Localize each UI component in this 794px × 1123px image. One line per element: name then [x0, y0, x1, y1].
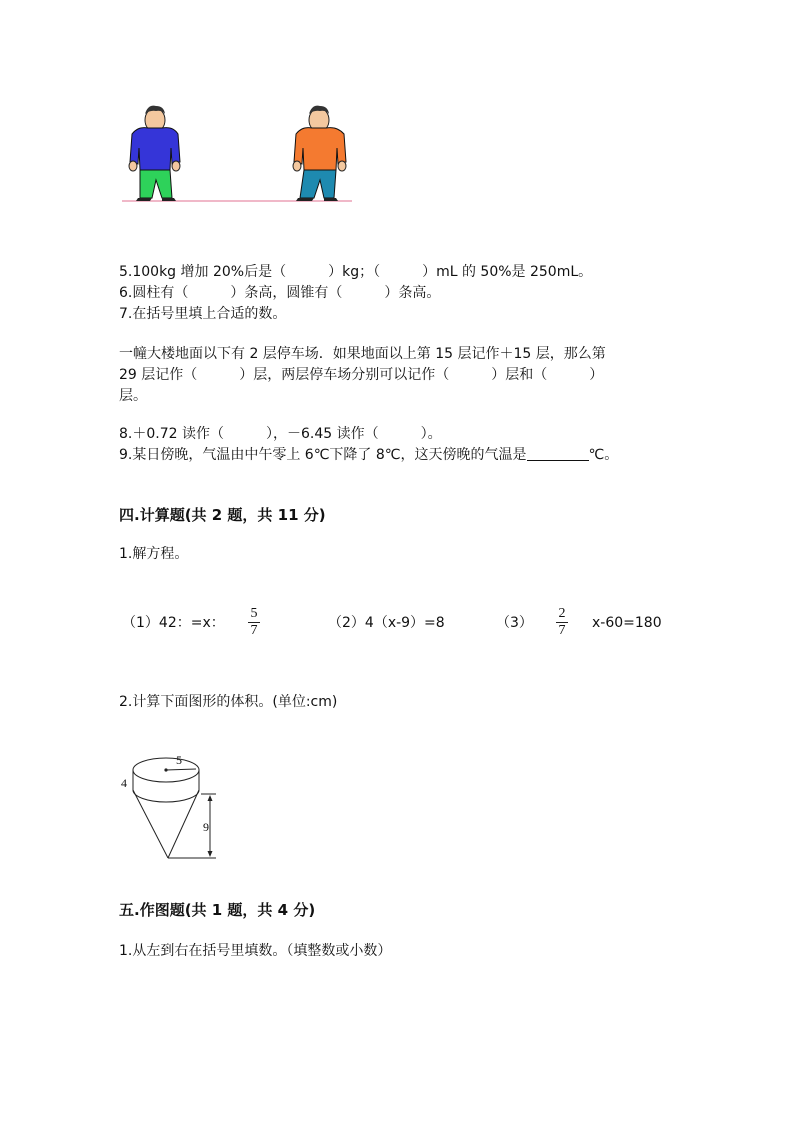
question-7: 7.在括号里填上合适的数。	[119, 306, 287, 322]
ground-line	[122, 200, 352, 202]
question-7-paragraph-line-2: 29 层记作（ ）层，两层停车场分别可以记作（ ）层和（ ）	[119, 367, 604, 383]
cylinder-height-label: 4	[121, 776, 127, 790]
fraction-5-7	[247, 606, 261, 639]
equation-2: （2）4（x-9）=8	[328, 615, 445, 631]
radius-line	[166, 769, 196, 770]
radius-label: 5	[176, 753, 182, 767]
fraction-2-7	[555, 606, 569, 639]
cylinder-cone-figure	[118, 742, 228, 866]
cylinder-bottom-arc	[133, 790, 199, 802]
equation-1: （1）42：=x：	[122, 615, 225, 631]
dimension-arrow-down	[208, 851, 213, 857]
question-9-text: 9.某日傍晚，气温由中午零上 6℃下降了 8℃，这天傍晚的气温是	[119, 447, 527, 463]
person-orange-teal	[293, 106, 346, 201]
fraction-denominator: 7	[558, 623, 566, 638]
dimension-arrow-up	[208, 795, 213, 801]
question-8: 8.＋0.72 读作（ ），－6.45 读作（ ）。	[119, 426, 442, 442]
question-7-paragraph-line-3: 层。	[119, 388, 147, 404]
cone-height-label: 9	[203, 820, 209, 834]
fraction-numerator: 5	[250, 606, 258, 621]
question-5: 5.100kg 增加 20%后是（ ）kg；（ ）mL 的 50%是 250mL。	[119, 264, 593, 280]
question-7-paragraph-line-1: 一幢大楼地面以下有 2 层停车场．如果地面以上第 15 层记作＋15 层，那么第	[119, 346, 606, 362]
question-6: 6.圆柱有（ ）条高，圆锥有（ ）条高。	[119, 285, 441, 301]
section-5-heading: 五.作图题(共 1 题，共 4 分)	[119, 901, 316, 919]
question-9-unit: ℃。	[588, 447, 619, 463]
equation-3-rest: x-60=180	[592, 615, 662, 631]
answer-blank	[527, 446, 589, 461]
fraction-denominator: 7	[250, 623, 258, 638]
person-blue-green	[129, 106, 180, 201]
two-persons-figure	[118, 100, 358, 208]
question-9	[119, 445, 618, 465]
section-5-question-1: 1.从左到右在括号里填数。（填整数或小数）	[119, 943, 392, 959]
equation-3-label: （3）	[496, 615, 533, 631]
fraction-numerator: 2	[558, 606, 566, 621]
section-4-question-2: 2.计算下面图形的体积。(单位:cm)	[119, 694, 338, 710]
section-4-heading: 四.计算题(共 2 题，共 11 分)	[119, 506, 326, 524]
section-4-question-1: 1.解方程。	[119, 546, 189, 562]
